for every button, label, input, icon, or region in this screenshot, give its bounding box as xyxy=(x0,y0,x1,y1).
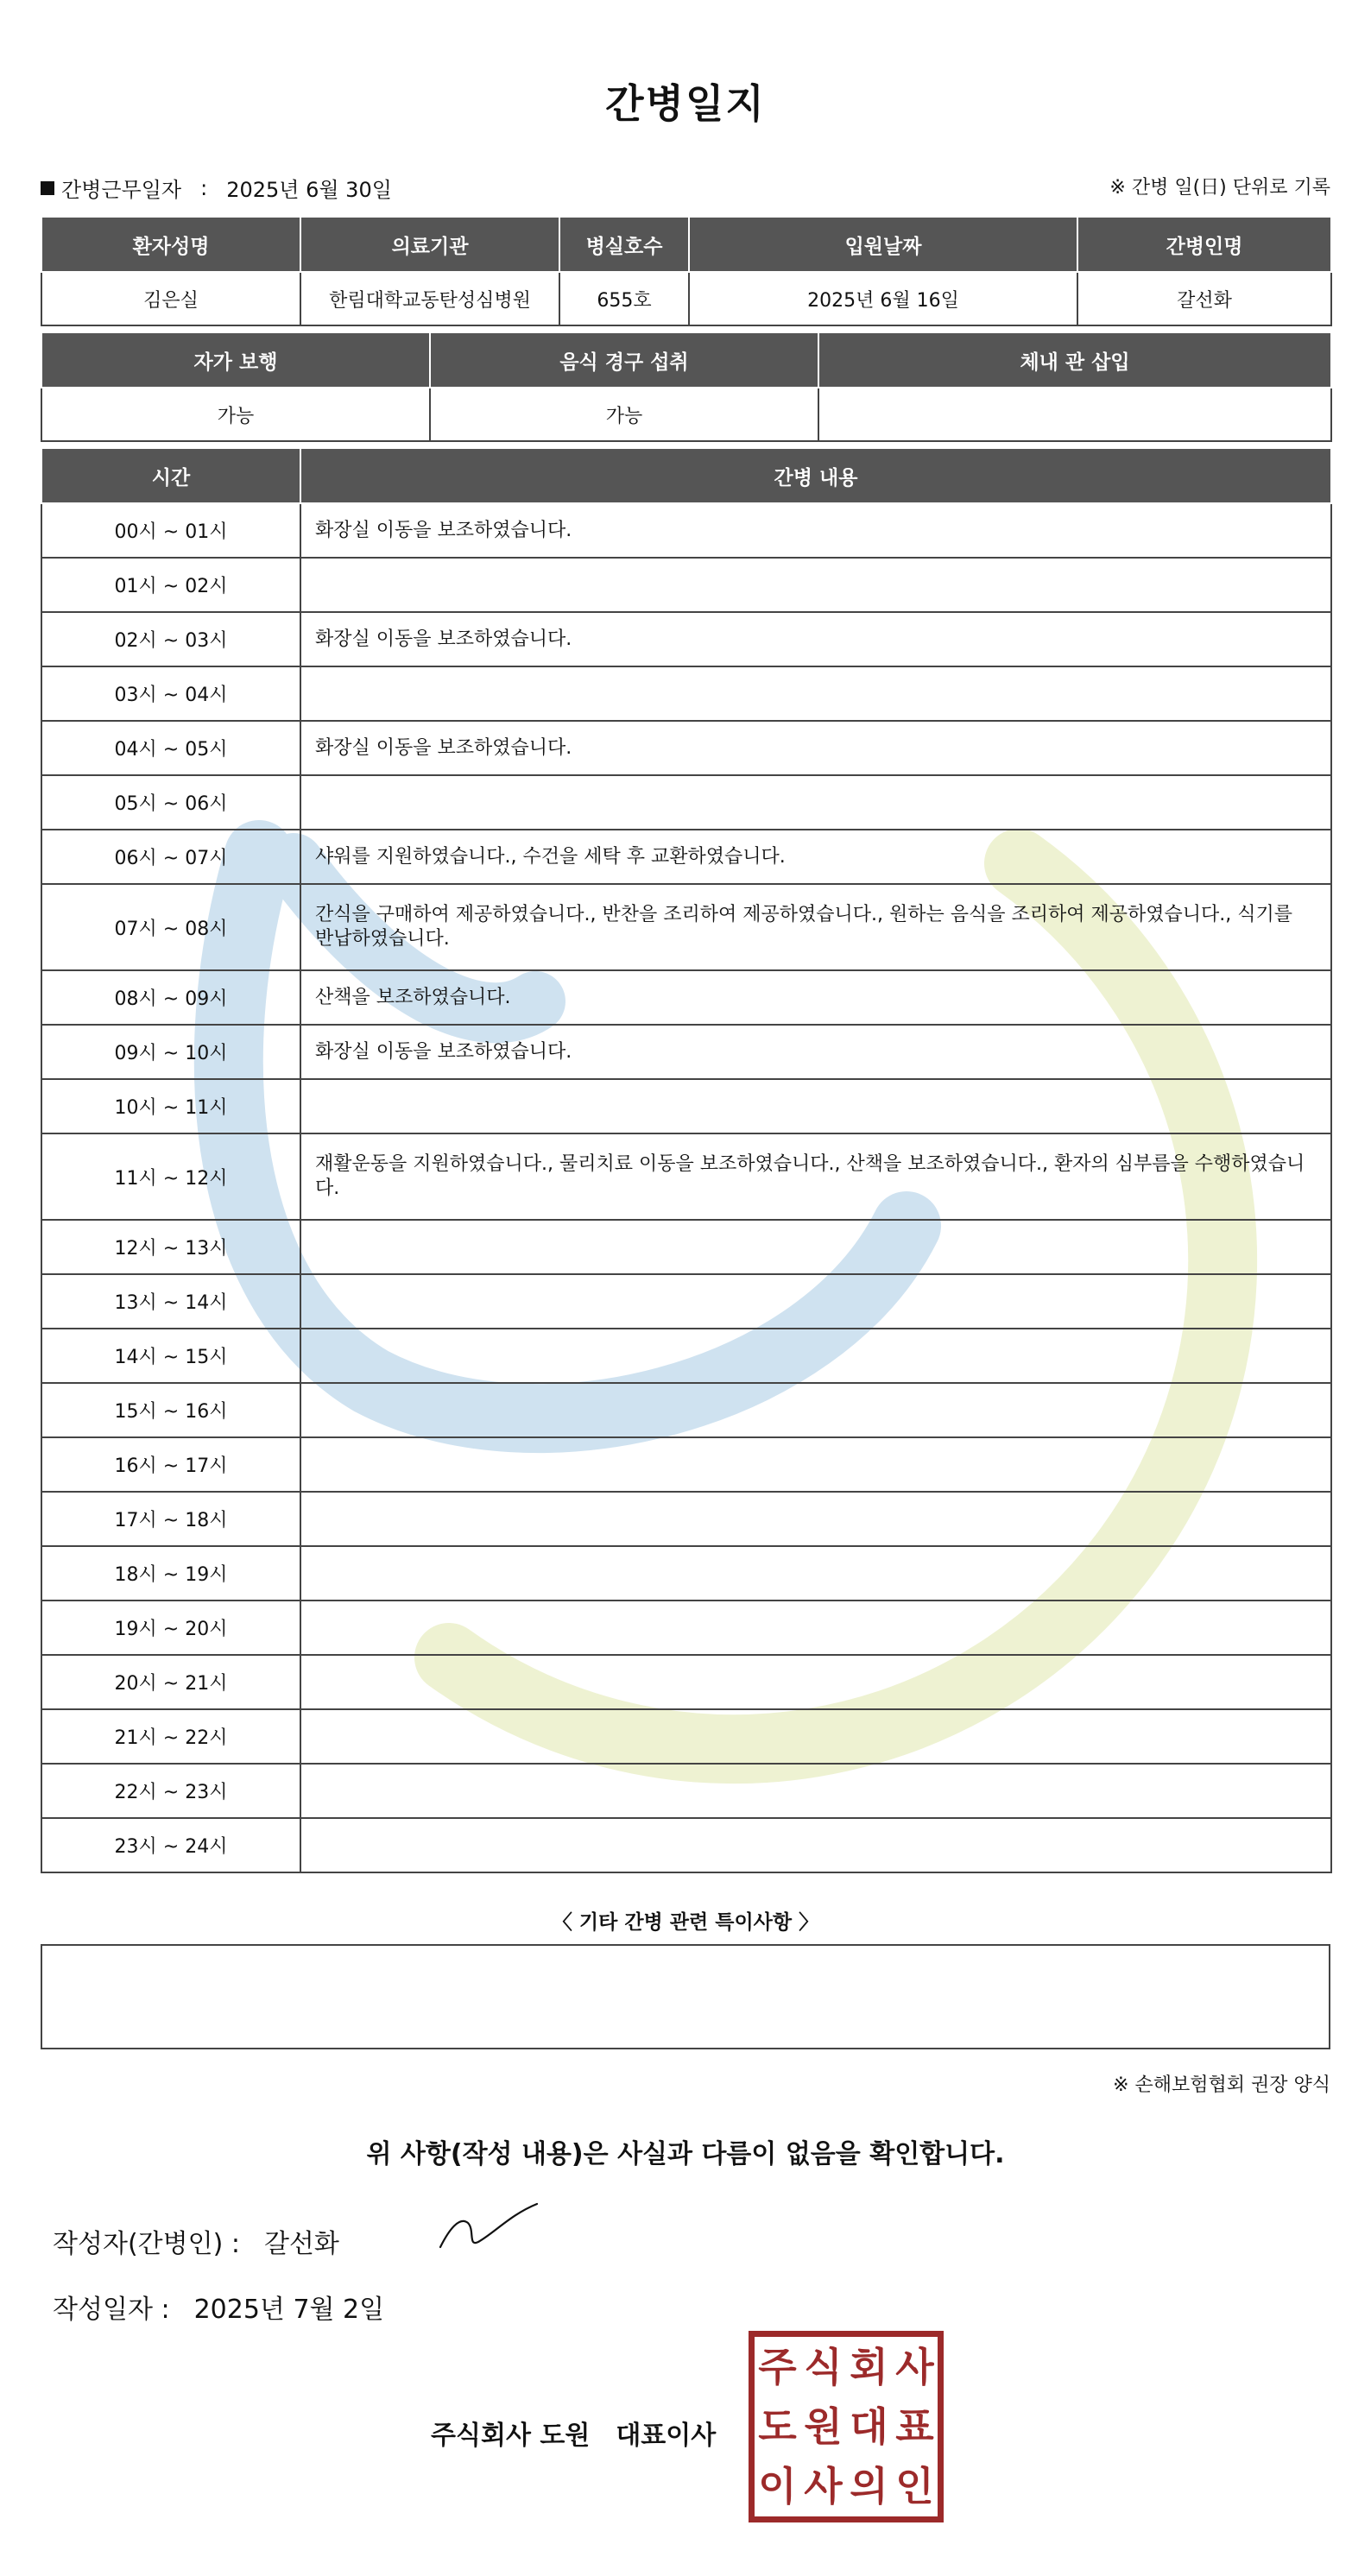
writer-label: 작성자(간병인) : xyxy=(53,2229,240,2259)
table-row xyxy=(41,1220,1331,1274)
caregiver-name: 갈선화 xyxy=(1077,272,1331,325)
content-cell: 재활운동을 지원하였습니다., 물리치료 이동을 보조하였습니다., 산책을 보조하였습니다., 환자의 심부름을 수행하였습니다. xyxy=(300,1133,1331,1220)
header-room: 병실호수 xyxy=(559,217,689,272)
confirmation-statement: 위 사항(작성 내용)은 사실과 다름이 없음을 확인합니다. xyxy=(366,2139,1005,2169)
table-row xyxy=(41,1818,1331,1872)
time-cell: 14시 ~ 15시 xyxy=(41,1329,300,1383)
tube-insertion-value xyxy=(818,388,1331,441)
table-row xyxy=(41,1601,1331,1655)
table-row xyxy=(41,1437,1331,1492)
time-cell: 09시 ~ 10시 xyxy=(41,1025,300,1079)
room-number: 655호 xyxy=(559,272,689,325)
time-cell: 19시 ~ 20시 xyxy=(41,1601,300,1655)
content-cell xyxy=(300,1709,1331,1764)
self-walking-value: 가능 xyxy=(41,388,430,441)
stamp-char: 의 xyxy=(850,2463,888,2510)
mobility-table xyxy=(41,331,1332,442)
content-cell: 샤워를 지원하였습니다., 수건을 세탁 후 교환하였습니다. xyxy=(300,830,1331,884)
stamp-char: 사 xyxy=(804,2463,843,2510)
time-cell: 08시 ~ 09시 xyxy=(41,970,300,1025)
time-cell: 16시 ~ 17시 xyxy=(41,1437,300,1492)
content-cell: 간식을 구매하여 제공하였습니다., 반찬을 조리하여 제공하였습니다., 원하는 음식을 조리하여 제공하였습니다., 식기를 반납하였습니다. xyxy=(300,884,1331,970)
stamp-char: 인 xyxy=(895,2463,934,2510)
stamp-char: 원 xyxy=(804,2402,843,2450)
page-title: 간병일지 xyxy=(605,80,766,127)
mobility-header-row xyxy=(41,332,1331,388)
content-cell xyxy=(300,666,1331,721)
time-cell: 11시 ~ 12시 xyxy=(41,1133,300,1220)
content-cell xyxy=(300,775,1331,830)
table-row xyxy=(41,1764,1331,1818)
content-cell: 화장실 이동을 보조하였습니다. xyxy=(300,503,1331,558)
writer-line xyxy=(53,2222,339,2260)
table-row xyxy=(41,1329,1331,1383)
written-date-value: 2025년 7월 2일 xyxy=(193,2295,385,2325)
time-cell: 15시 ~ 16시 xyxy=(41,1383,300,1437)
patient-info-header-row xyxy=(41,217,1331,272)
content-cell: 화장실 이동을 보조하였습니다. xyxy=(300,721,1331,775)
company-title: 대표이사 xyxy=(616,2421,717,2451)
signature-icon xyxy=(433,2197,546,2257)
table-row xyxy=(41,1274,1331,1329)
header-time: 시간 xyxy=(41,448,300,503)
table-row xyxy=(41,503,1331,558)
table-row xyxy=(41,830,1331,884)
company-seal-stamp xyxy=(749,2331,944,2522)
square-bullet-icon xyxy=(41,181,54,195)
time-cell: 23시 ~ 24시 xyxy=(41,1818,300,1872)
table-row xyxy=(41,666,1331,721)
table-row xyxy=(41,558,1331,612)
content-cell xyxy=(300,1655,1331,1709)
content-cell xyxy=(300,1274,1331,1329)
time-cell: 20시 ~ 21시 xyxy=(41,1655,300,1709)
stamp-grid xyxy=(755,2337,938,2516)
content-cell: 화장실 이동을 보조하였습니다. xyxy=(300,612,1331,666)
table-row xyxy=(41,1655,1331,1709)
table-row xyxy=(41,1546,1331,1601)
header-care-content: 간병 내용 xyxy=(300,448,1331,503)
table-row xyxy=(41,721,1331,775)
time-cell: 04시 ~ 05시 xyxy=(41,721,300,775)
work-date-label: 간병근무일자 xyxy=(61,178,182,202)
table-row xyxy=(41,1709,1331,1764)
meta-row xyxy=(41,173,1330,204)
content-cell xyxy=(300,1764,1331,1818)
time-cell: 07시 ~ 08시 xyxy=(41,884,300,970)
table-row xyxy=(41,612,1331,666)
header-oral-intake: 음식 경구 섭취 xyxy=(430,332,818,388)
mobility-value-row xyxy=(41,388,1331,441)
time-cell: 05시 ~ 06시 xyxy=(41,775,300,830)
content-cell: 산책을 보조하였습니다. xyxy=(300,970,1331,1025)
time-cell: 01시 ~ 02시 xyxy=(41,558,300,612)
header-tube-insertion: 체내 관 삽입 xyxy=(818,332,1331,388)
care-log-header-row xyxy=(41,448,1331,503)
stamp-char: 표 xyxy=(895,2402,934,2450)
table-row xyxy=(41,1133,1331,1220)
content-cell: 화장실 이동을 보조하였습니다. xyxy=(300,1025,1331,1079)
stamp-char: 도 xyxy=(758,2402,797,2450)
work-date-colon: : xyxy=(200,175,208,200)
content-cell xyxy=(300,1383,1331,1437)
stamp-char: 회 xyxy=(850,2343,888,2390)
table-row xyxy=(41,775,1331,830)
patient-info-table xyxy=(41,216,1332,326)
written-date-label: 작성일자 : xyxy=(53,2295,170,2325)
header-hospital: 의료기관 xyxy=(300,217,559,272)
stamp-char: 식 xyxy=(804,2343,843,2390)
work-date-value: 2025년 6월 30일 xyxy=(226,178,392,202)
time-cell: 13시 ~ 14시 xyxy=(41,1274,300,1329)
content-cell xyxy=(300,1818,1331,1872)
content-cell xyxy=(300,1492,1331,1546)
admission-date: 2025년 6월 16일 xyxy=(689,272,1077,325)
content-cell xyxy=(300,1329,1331,1383)
table-row xyxy=(41,884,1331,970)
stamp-char: 주 xyxy=(758,2343,797,2390)
patient-name: 김은실 xyxy=(41,272,300,325)
time-cell: 17시 ~ 18시 xyxy=(41,1492,300,1546)
written-date-line xyxy=(53,2288,384,2326)
header-caregiver-name: 간병인명 xyxy=(1077,217,1331,272)
table-row xyxy=(41,970,1331,1025)
oral-intake-value: 가능 xyxy=(430,388,818,441)
time-cell: 00시 ~ 01시 xyxy=(41,503,300,558)
time-cell: 03시 ~ 04시 xyxy=(41,666,300,721)
recommendation-note: ※ 손해보험협회 권장 양식 xyxy=(1113,2074,1330,2096)
notes-title: 〈 기타 간병 관련 특이사항 〉 xyxy=(552,1911,819,1934)
time-cell: 21시 ~ 22시 xyxy=(41,1709,300,1764)
time-cell: 06시 ~ 07시 xyxy=(41,830,300,884)
stamp-char: 이 xyxy=(758,2463,797,2510)
patient-info-value-row xyxy=(41,272,1331,325)
record-unit-note: ※ 간병 일(日) 단위로 기록 xyxy=(1109,177,1330,199)
stamp-char: 대 xyxy=(850,2402,888,2450)
table-row xyxy=(41,1079,1331,1133)
company-name: 주식회사 도원 xyxy=(431,2421,591,2451)
stamp-char: 사 xyxy=(895,2343,934,2390)
table-row xyxy=(41,1025,1331,1079)
hospital-name: 한림대학교동탄성심병원 xyxy=(300,272,559,325)
care-log-table xyxy=(41,447,1332,1873)
time-cell: 10시 ~ 11시 xyxy=(41,1079,300,1133)
header-patient-name: 환자성명 xyxy=(41,217,300,272)
content-cell xyxy=(300,1546,1331,1601)
notes-box xyxy=(41,1944,1330,2049)
time-cell: 18시 ~ 19시 xyxy=(41,1546,300,1601)
content-cell xyxy=(300,1079,1331,1133)
header-admission-date: 입원날짜 xyxy=(689,217,1077,272)
table-row xyxy=(41,1492,1331,1546)
company-line xyxy=(431,2414,716,2452)
time-cell: 02시 ~ 03시 xyxy=(41,612,300,666)
content-cell xyxy=(300,1220,1331,1274)
table-row xyxy=(41,1383,1331,1437)
header-self-walking: 자가 보행 xyxy=(41,332,430,388)
time-cell: 12시 ~ 13시 xyxy=(41,1220,300,1274)
content-cell xyxy=(300,1437,1331,1492)
content-cell xyxy=(300,1601,1331,1655)
writer-name: 갈선화 xyxy=(263,2229,339,2259)
content-cell xyxy=(300,558,1331,612)
work-date xyxy=(41,173,392,203)
time-cell: 22시 ~ 23시 xyxy=(41,1764,300,1818)
